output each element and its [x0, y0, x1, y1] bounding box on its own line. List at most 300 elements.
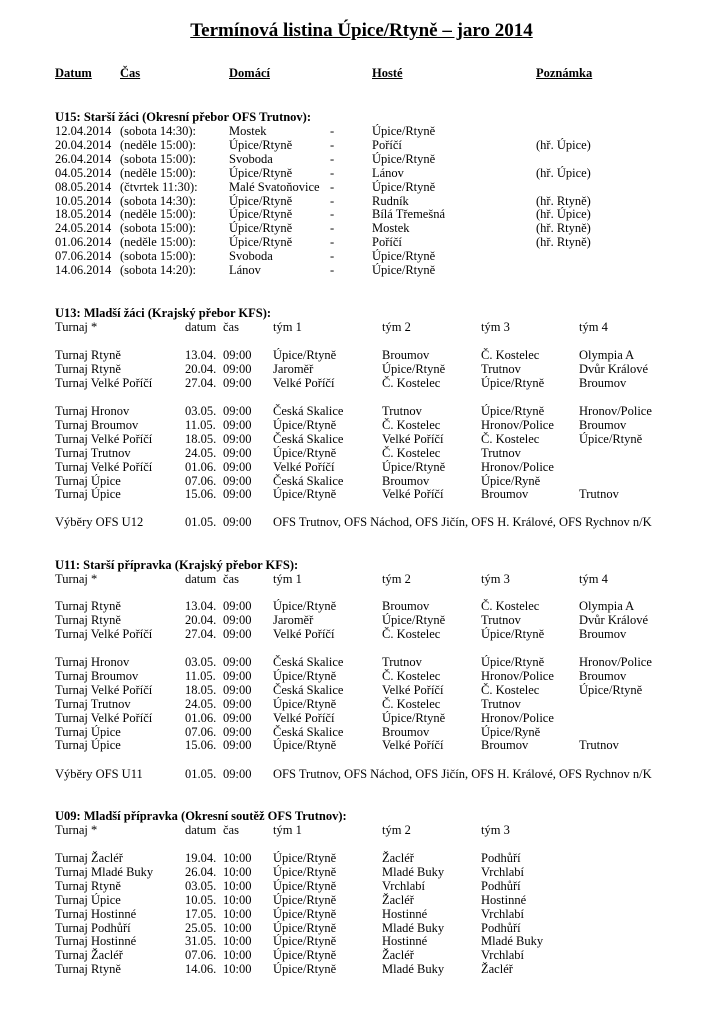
cell-date: 18.05.: [185, 431, 217, 446]
cell-team-4: Dvůr Králové: [579, 361, 649, 376]
cell-team-3: Hronov/Police: [481, 459, 554, 474]
cell-day-time: (sobota 15:00):: [120, 249, 197, 264]
cell-tournament: Turnaj Hronov: [55, 404, 130, 418]
cell-date: 26.04.2014: [55, 151, 112, 166]
cell-team-3: Mladé Buky: [481, 934, 544, 949]
cell-day-time: (neděle 15:00):: [120, 207, 197, 222]
cell-team-2: Žacléř: [382, 948, 414, 963]
cell-team-2: Velké Poříčí: [382, 682, 444, 697]
table-row: [0, 446, 723, 460]
cell-team-2: Broumov: [382, 348, 430, 362]
cell-team-4-header: tým 4: [579, 320, 608, 334]
cell-time-header: čas: [223, 572, 239, 586]
table-row: [0, 865, 723, 879]
cell-tournament: Turnaj Rtyně: [55, 348, 121, 362]
cell-team-2: Velké Poříčí: [382, 487, 444, 502]
cell-team-3: Broumov: [481, 487, 529, 502]
cell-team-3: Úpice/Rtyně: [481, 626, 545, 641]
cell-day-time: (čtvrtek 11:30):: [120, 179, 198, 194]
cell-team-1: Úpice/Rtyně: [273, 668, 337, 683]
cell-time-header: čas: [223, 823, 239, 837]
cell-day-time: (sobota 15:00):: [120, 221, 197, 236]
cell-team-4: Úpice/Rtyně: [579, 682, 643, 697]
cell-dash: -: [330, 207, 335, 222]
cell-team-4: Broumov: [579, 375, 627, 390]
cell-away: Úpice/Rtyně: [372, 263, 436, 277]
table-row: [0, 194, 723, 208]
cell-team-4: Broumov: [579, 668, 627, 683]
table-row: [0, 180, 723, 194]
cell-time: 09:00: [223, 348, 252, 362]
cell-time: 09:00: [223, 515, 252, 529]
cell-time: 09:00: [223, 487, 252, 502]
cell-time: 09:00: [223, 431, 252, 446]
cell-team-3: Hronov/Police: [481, 417, 554, 432]
cell-team-3: Hronov/Police: [481, 668, 554, 683]
cell-team-1: Úpice/Rtyně: [273, 851, 337, 865]
cell-team-2: Č. Kostelec: [382, 417, 441, 432]
column-header-row: [0, 572, 723, 586]
cell-team-3: Vrchlabí: [481, 948, 524, 963]
cell-tournament: Turnaj Velké Poříčí: [55, 375, 153, 390]
cell-team-2-header: tým 2: [382, 320, 411, 334]
cell-date: 20.04.: [185, 361, 217, 376]
cell-away: Úpice/Rtyně: [372, 179, 436, 194]
cell-tournament-header: Turnaj *: [55, 320, 98, 334]
cell-date: 01.05.: [185, 767, 217, 781]
cell-note: (hř. Úpice): [536, 165, 591, 180]
cell-team-1: Úpice/Rtyně: [273, 696, 337, 711]
header-hoste: Hosté: [372, 66, 403, 80]
cell-note: (hř. Rtyně): [536, 235, 591, 250]
cell-team-2: Úpice/Rtyně: [382, 361, 446, 376]
cell-note: (hř. Úpice): [536, 137, 591, 152]
cell-team-1: Úpice/Rtyně: [273, 738, 337, 753]
table-row: [0, 138, 723, 152]
cell-date: 19.04.: [185, 851, 217, 865]
cell-team-1: Úpice/Rtyně: [273, 487, 337, 502]
cell-tournament: Turnaj Rtyně: [55, 878, 121, 893]
cell-team-2: Č. Kostelec: [382, 626, 441, 641]
cell-date: 13.04.: [185, 599, 217, 613]
page-title: Termínová listina Úpice/Rtyně – jaro 2014: [190, 20, 533, 41]
table-row: [0, 738, 723, 752]
table-row: [0, 921, 723, 935]
cell-tournament: Turnaj Rtyně: [55, 962, 121, 977]
cell-time: 09:00: [223, 473, 252, 488]
cell-home: Svoboda: [229, 249, 273, 264]
cell-team-2: Č. Kostelec: [382, 668, 441, 683]
cell-team-4: Olympia A: [579, 599, 635, 613]
cell-team-1: Úpice/Rtyně: [273, 599, 337, 613]
table-row: [0, 249, 723, 263]
cell-team-1: Velké Poříčí: [273, 710, 335, 725]
cell-date: 24.05.: [185, 696, 217, 711]
cell-tournament: Turnaj Hostinné: [55, 906, 137, 921]
cell-tournament: Turnaj Úpice: [55, 892, 121, 907]
cell-team-2: Vrchlabí: [382, 878, 425, 893]
section-title-u13: U13: Mladší žáci (Krajský přebor KFS):: [55, 306, 272, 320]
cell-team-2: Broumov: [382, 599, 430, 613]
cell-tournament-header: Turnaj *: [55, 823, 98, 837]
cell-team-4: Hronov/Police: [579, 655, 652, 669]
cell-team-3: Trutnov: [481, 445, 521, 460]
cell-date: 03.05.: [185, 655, 217, 669]
cell-team-4: Trutnov: [579, 487, 619, 502]
cell-time: 09:00: [223, 682, 252, 697]
cell-team-3: Č. Kostelec: [481, 599, 540, 613]
cell-day-time: (sobota 14:20):: [120, 263, 197, 277]
cell-dash: -: [330, 249, 335, 264]
cell-team-3: Úpice/Rtyně: [481, 375, 545, 390]
cell-team-3: Hostinné: [481, 892, 527, 907]
cell-team-3: Úpice/Rtyně: [481, 404, 545, 418]
cell-team-1: Úpice/Rtyně: [273, 864, 337, 879]
cell-team-2: Č. Kostelec: [382, 696, 441, 711]
table-row: [0, 362, 723, 376]
header-cas: Čas: [120, 66, 141, 80]
cell-date: 17.05.: [185, 906, 217, 921]
cell-tournament: Turnaj Podhůří: [55, 920, 131, 935]
cell-away: Mostek: [372, 221, 410, 236]
table-row: [0, 879, 723, 893]
cell-team-1: Velké Poříčí: [273, 459, 335, 474]
cell-time: 09:00: [223, 459, 252, 474]
cell-time: 09:00: [223, 599, 252, 613]
cell-team-1: Úpice/Rtyně: [273, 445, 337, 460]
cell-day-time: (neděle 15:00):: [120, 165, 197, 180]
cell-team-4: Olympia A: [579, 348, 635, 362]
section-title-u15: U15: Starší žáci (Okresní přebor OFS Trutnov):: [55, 110, 312, 124]
cell-date: 27.04.: [185, 626, 217, 641]
cell-date: 08.05.2014: [55, 179, 112, 194]
cell-date: 24.05.2014: [55, 221, 112, 236]
cell-date: 18.05.2014: [55, 207, 112, 222]
cell-time: 09:00: [223, 668, 252, 683]
cell-time: 09:00: [223, 417, 252, 432]
cell-date: 01.06.2014: [55, 235, 112, 250]
cell-team-1-header: tým 1: [273, 320, 302, 334]
cell-home: Úpice/Rtyně: [229, 165, 293, 180]
cell-team-1: Úpice/Rtyně: [273, 934, 337, 949]
cell-dash: -: [330, 263, 335, 277]
cell-tournament: Turnaj Rtyně: [55, 361, 121, 376]
cell-team-1: Úpice/Rtyně: [273, 878, 337, 893]
cell-date: 25.05.: [185, 920, 217, 935]
cell-teams: OFS Trutnov, OFS Náchod, OFS Jičín, OFS H. Králové, OFS Rychnov n/K: [273, 767, 652, 781]
cell-dash: -: [330, 193, 335, 208]
cell-team-1: Česká Skalice: [273, 404, 344, 418]
cell-tournament: Turnaj Trutnov: [55, 445, 131, 460]
cell-away: Úpice/Rtyně: [372, 151, 436, 166]
cell-team-3-header: tým 3: [481, 823, 510, 837]
cell-team-2: Žacléř: [382, 892, 414, 907]
cell-time: 09:00: [223, 445, 252, 460]
cell-time: 09:00: [223, 626, 252, 641]
table-row: [0, 404, 723, 418]
cell-teams: OFS Trutnov, OFS Náchod, OFS Jičín, OFS H. Králové, OFS Rychnov n/K: [273, 515, 652, 529]
cell-time: 10:00: [223, 948, 252, 963]
table-row: [0, 221, 723, 235]
cell-away: Poříčí: [372, 137, 402, 152]
cell-time: 10:00: [223, 920, 252, 935]
cell-team-2: Broumov: [382, 473, 430, 488]
cell-team-3: Č. Kostelec: [481, 682, 540, 697]
table-row: [0, 207, 723, 221]
table-row: [0, 893, 723, 907]
cell-tournament: Výběry OFS U12: [55, 515, 144, 529]
table-row: [0, 152, 723, 166]
cell-team-4-header: tým 4: [579, 572, 608, 586]
cell-date: 20.04.: [185, 612, 217, 627]
cell-tournament: Turnaj Velké Poříčí: [55, 459, 153, 474]
cell-date: 26.04.: [185, 864, 217, 879]
cell-team-1: Česká Skalice: [273, 655, 344, 669]
cell-day-time: (sobota 14:30):: [120, 193, 197, 208]
cell-team-3: Vrchlabí: [481, 864, 524, 879]
selection-row: [0, 767, 723, 781]
cell-date: 11.05.: [185, 417, 216, 432]
cell-team-2: Mladé Buky: [382, 864, 445, 879]
cell-date: 03.05.: [185, 404, 217, 418]
cell-team-3: Úpice/Ryně: [481, 724, 541, 739]
cell-team-3-header: tým 3: [481, 320, 510, 334]
table-row: [0, 851, 723, 865]
table-row: [0, 683, 723, 697]
cell-tournament: Turnaj Rtyně: [55, 599, 121, 613]
cell-home: Mostek: [229, 124, 267, 138]
cell-team-3-header: tým 3: [481, 572, 510, 586]
cell-time: 09:00: [223, 767, 252, 781]
cell-time: 09:00: [223, 361, 252, 376]
cell-team-3: Trutnov: [481, 612, 521, 627]
table-row: [0, 418, 723, 432]
cell-date: 12.04.2014: [55, 124, 112, 138]
cell-date: 18.05.: [185, 682, 217, 697]
cell-dash: -: [330, 235, 335, 250]
cell-team-1: Česká Skalice: [273, 724, 344, 739]
cell-team-3: Podhůří: [481, 920, 521, 935]
cell-team-1: Úpice/Rtyně: [273, 948, 337, 963]
cell-team-2-header: tým 2: [382, 823, 411, 837]
cell-team-1: Jaroměř: [273, 361, 314, 376]
table-row: [0, 460, 723, 474]
cell-date: 07.06.: [185, 948, 217, 963]
cell-note: (hř. Rtyně): [536, 193, 591, 208]
cell-tournament: Turnaj Žacléř: [55, 851, 123, 865]
cell-team-1: Česká Skalice: [273, 473, 344, 488]
cell-dash: -: [330, 151, 335, 166]
cell-tournament: Turnaj Úpice: [55, 487, 121, 502]
cell-date: 10.05.: [185, 892, 217, 907]
cell-date: 01.06.: [185, 459, 217, 474]
cell-tournament: Turnaj Velké Poříčí: [55, 626, 153, 641]
cell-date: 11.05.: [185, 668, 216, 683]
cell-tournament: Výběry OFS U11: [55, 767, 143, 781]
cell-dash: -: [330, 137, 335, 152]
cell-time: 09:00: [223, 710, 252, 725]
cell-home: Úpice/Rtyně: [229, 193, 293, 208]
cell-team-2: Trutnov: [382, 404, 422, 418]
cell-team-2: Velké Poříčí: [382, 738, 444, 753]
cell-team-1: Úpice/Rtyně: [273, 906, 337, 921]
cell-home: Úpice/Rtyně: [229, 221, 293, 236]
cell-home: Malé Svatoňovice: [229, 179, 320, 194]
cell-team-3: Trutnov: [481, 696, 521, 711]
table-row: [0, 376, 723, 390]
cell-team-2: Úpice/Rtyně: [382, 612, 446, 627]
cell-date: 14.06.2014: [55, 263, 112, 277]
cell-team-1: Úpice/Rtyně: [273, 892, 337, 907]
cell-team-4: Úpice/Rtyně: [579, 431, 643, 446]
cell-team-2: Úpice/Rtyně: [382, 710, 446, 725]
section-title-u09: U09: Mladší přípravka (Okresní soutěž OFS Trutnov):: [55, 809, 347, 823]
cell-team-4: Hronov/Police: [579, 404, 652, 418]
table-row: [0, 669, 723, 683]
cell-date: 07.06.: [185, 724, 217, 739]
cell-team-3: Č. Kostelec: [481, 348, 540, 362]
table-row: [0, 948, 723, 962]
column-header-row: [0, 823, 723, 837]
table-row: [0, 348, 723, 362]
cell-time: 10:00: [223, 934, 252, 949]
cell-date: 27.04.: [185, 375, 217, 390]
table-row: [0, 124, 723, 138]
cell-tournament: Turnaj Trutnov: [55, 696, 131, 711]
table-row: [0, 474, 723, 488]
cell-team-2: Č. Kostelec: [382, 375, 441, 390]
cell-day-time: (neděle 15:00):: [120, 235, 197, 250]
cell-dash: -: [330, 124, 335, 138]
cell-date: 07.06.: [185, 473, 217, 488]
cell-tournament: Turnaj Hronov: [55, 655, 130, 669]
cell-tournament: Turnaj Úpice: [55, 724, 121, 739]
cell-time: 09:00: [223, 655, 252, 669]
cell-team-2: Mladé Buky: [382, 920, 445, 935]
cell-team-2: Žacléř: [382, 851, 414, 865]
cell-note: (hř. Rtyně): [536, 221, 591, 236]
cell-home: Úpice/Rtyně: [229, 235, 293, 250]
cell-note: (hř. Úpice): [536, 207, 591, 222]
cell-time: 09:00: [223, 404, 252, 418]
cell-team-3: Broumov: [481, 738, 529, 753]
header-poznamka: Poznámka: [536, 66, 593, 80]
cell-team-2: Hostinné: [382, 906, 428, 921]
cell-team-1: Velké Poříčí: [273, 375, 335, 390]
cell-tournament-header: Turnaj *: [55, 572, 98, 586]
table-row: [0, 962, 723, 976]
cell-date: 01.06.: [185, 710, 217, 725]
cell-time: 09:00: [223, 375, 252, 390]
cell-date-header: datum: [185, 823, 217, 837]
selection-row: [0, 515, 723, 529]
header-datum: Datum: [55, 66, 92, 80]
cell-time: 10:00: [223, 878, 252, 893]
section-title-u11: U11: Starší přípravka (Krajský přebor KFS):: [55, 558, 299, 572]
cell-time: 09:00: [223, 696, 252, 711]
table-row: [0, 613, 723, 627]
cell-time: 10:00: [223, 906, 252, 921]
cell-time: 09:00: [223, 612, 252, 627]
table-row: [0, 907, 723, 921]
cell-date: 03.05.: [185, 878, 217, 893]
cell-day-time: (sobota 14:30):: [120, 124, 197, 138]
cell-team-4: Broumov: [579, 417, 627, 432]
cell-team-4: Dvůr Králové: [579, 612, 649, 627]
cell-tournament: Turnaj Rtyně: [55, 612, 121, 627]
cell-tournament: Turnaj Úpice: [55, 473, 121, 488]
cell-date-header: datum: [185, 320, 217, 334]
table-row: [0, 711, 723, 725]
cell-team-3: Úpice/Ryně: [481, 473, 541, 488]
cell-tournament: Turnaj Velké Poříčí: [55, 710, 153, 725]
cell-tournament: Turnaj Hostinné: [55, 934, 137, 949]
cell-team-2: Hostinné: [382, 934, 428, 949]
cell-tournament: Turnaj Velké Poříčí: [55, 431, 153, 446]
cell-team-1: Úpice/Rtyně: [273, 417, 337, 432]
cell-tournament: Turnaj Broumov: [55, 417, 139, 432]
cell-team-2: Trutnov: [382, 655, 422, 669]
cell-home: Svoboda: [229, 151, 273, 166]
table-row: [0, 934, 723, 948]
cell-dash: -: [330, 165, 335, 180]
cell-team-3: Hronov/Police: [481, 710, 554, 725]
cell-away: Rudník: [372, 193, 409, 208]
cell-away: Bílá Třemešná: [372, 207, 446, 222]
cell-time: 09:00: [223, 724, 252, 739]
cell-team-3: Úpice/Rtyně: [481, 655, 545, 669]
table-row: [0, 655, 723, 669]
cell-team-2: Velké Poříčí: [382, 431, 444, 446]
column-header-row: [0, 320, 723, 334]
table-row: [0, 599, 723, 613]
cell-team-3: Vrchlabí: [481, 906, 524, 921]
cell-date: 10.05.2014: [55, 193, 112, 208]
table-row: [0, 235, 723, 249]
cell-dash: -: [330, 221, 335, 236]
cell-away: Poříčí: [372, 235, 402, 250]
cell-team-3: Žacléř: [481, 962, 513, 977]
table-row: [0, 263, 723, 277]
cell-team-2: Mladé Buky: [382, 962, 445, 977]
cell-date: 31.05.: [185, 934, 217, 949]
cell-team-4: Trutnov: [579, 738, 619, 753]
cell-date: 15.06.: [185, 738, 217, 753]
cell-team-1-header: tým 1: [273, 823, 302, 837]
cell-date-header: datum: [185, 572, 217, 586]
cell-date: 14.06.: [185, 962, 217, 977]
cell-date: 01.05.: [185, 515, 217, 529]
cell-team-3: Trutnov: [481, 361, 521, 376]
cell-team-1: Velké Poříčí: [273, 626, 335, 641]
cell-date: 24.05.: [185, 445, 217, 460]
header-domaci: Domácí: [229, 66, 270, 80]
cell-team-2: Č. Kostelec: [382, 445, 441, 460]
cell-date: 13.04.: [185, 348, 217, 362]
cell-team-2: Broumov: [382, 724, 430, 739]
cell-time: 10:00: [223, 851, 252, 865]
table-row: [0, 627, 723, 641]
cell-team-1: Úpice/Rtyně: [273, 920, 337, 935]
cell-dash: -: [330, 179, 335, 194]
cell-time-header: čas: [223, 320, 239, 334]
cell-date: 15.06.: [185, 487, 217, 502]
cell-tournament: Turnaj Mladé Buky: [55, 864, 154, 879]
cell-team-4: Broumov: [579, 626, 627, 641]
cell-team-3: Podhůří: [481, 851, 521, 865]
cell-date: 07.06.2014: [55, 249, 112, 264]
table-row: [0, 725, 723, 739]
